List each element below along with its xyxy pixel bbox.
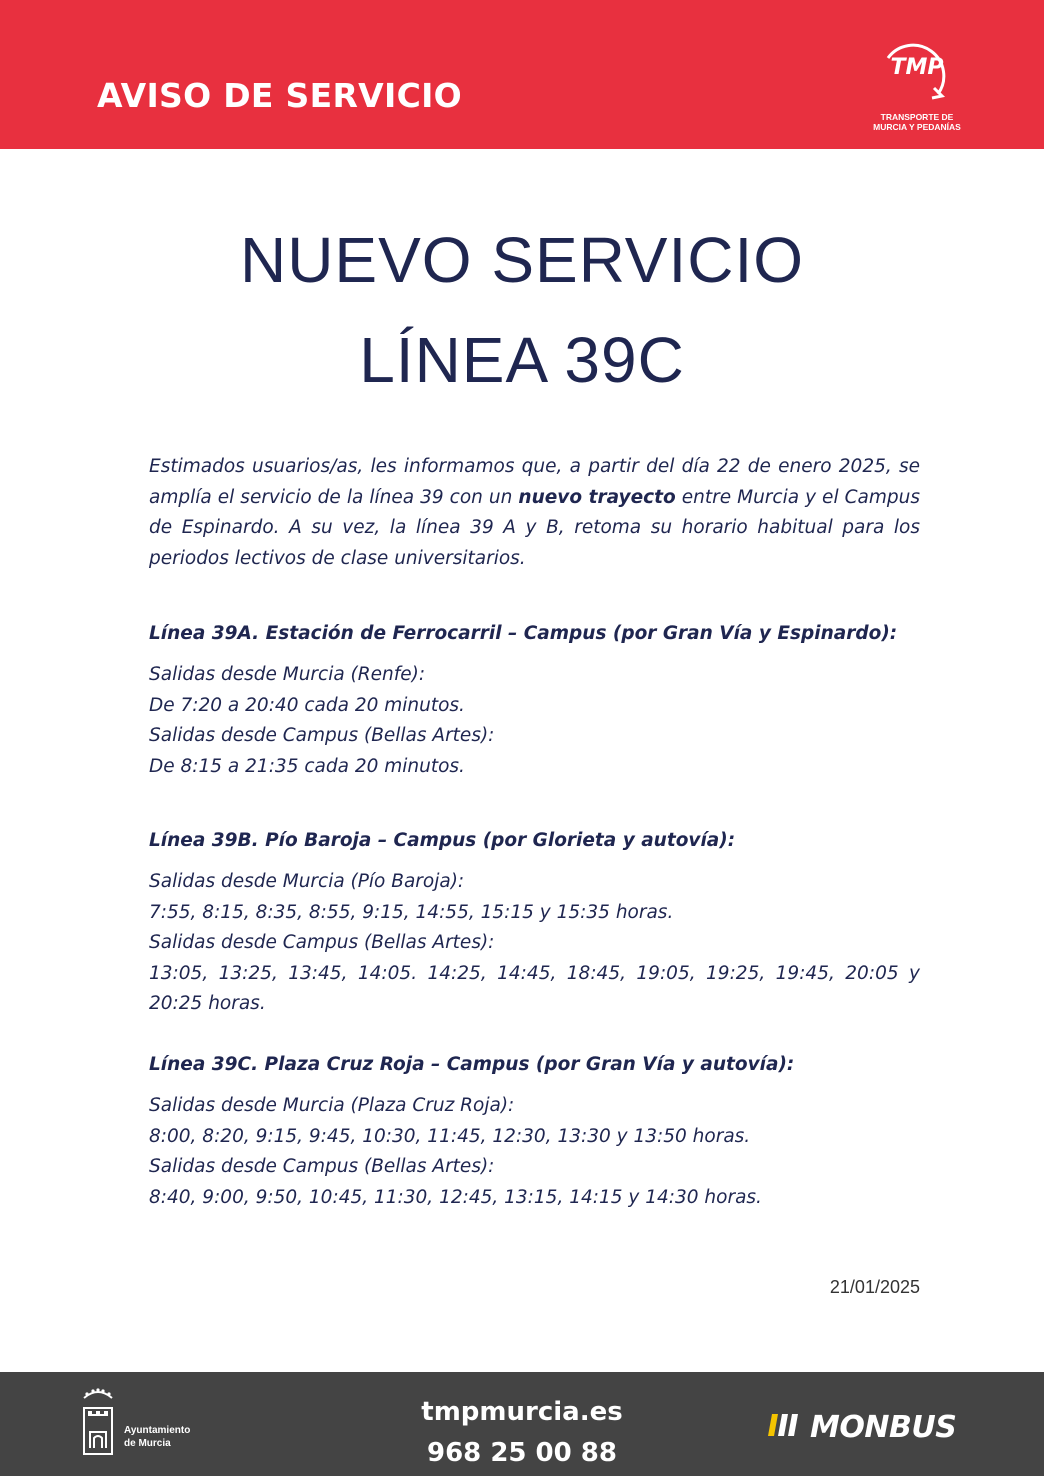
title-line-1: NUEVO SERVICIO — [239, 224, 805, 296]
section-39a-back-label: Salidas desde Campus (Bellas Artes): — [149, 725, 495, 746]
header-banner — [0, 0, 1044, 149]
publication-date: 21/01/2025 — [829, 1277, 920, 1297]
monbus-stripes-icon — [766, 1412, 806, 1438]
section-39a-out-times: De 7:20 a 20:40 cada 20 minutos. — [149, 694, 465, 716]
intro-bold: nuevo trayecto — [518, 486, 676, 508]
ayto-line-2: de Murcia — [124, 1438, 171, 1449]
website-link[interactable]: tmpmurcia.es — [421, 1397, 623, 1427]
tmp-logo-subtitle — [862, 112, 972, 132]
title-line-2: LÍNEA 39C — [359, 324, 685, 396]
intro-text-2: entre Murcia y el Campus de Espinardo. A su vez, la línea 39 A y B, retoma su horario habitual para los periodos lectivos de clase universitarios. — [149, 486, 920, 569]
section-39a-title: Línea 39A. Estación de Ferrocarril – Campus (por Gran Vía y Espinardo): — [149, 623, 898, 644]
section-39b-out-times: 7:55, 8:15, 8:35, 8:55, 9:15, 14:55, 15:15 y 15:35 horas. — [149, 901, 674, 923]
logo-sub-line-1: TRANSPORTE DE — [880, 112, 954, 122]
ayuntamiento-logo — [78, 1384, 218, 1464]
section-39b-back-label: Salidas desde Campus (Bellas Artes): — [149, 932, 495, 953]
notice-heading: AVISO DE SERVICIO — [97, 76, 463, 115]
footer-bar — [0, 1372, 1044, 1476]
phone-number: 968 25 00 88 — [427, 1438, 617, 1468]
section-39a-back-times: De 8:15 a 21:35 cada 20 minutos. — [149, 755, 465, 777]
section-39c-title: Línea 39C. Plaza Cruz Roja – Campus (por Gran Vía y autovía): — [149, 1054, 795, 1075]
section-39c-out-label: Salidas desde Murcia (Plaza Cruz Roja): — [149, 1095, 515, 1116]
castle-crest-icon — [78, 1384, 118, 1460]
section-39b-back-times: 13:05, 13:25, 13:45, 14:05. 14:25, 14:45, 18:45, 19:05, 19:25, 19:45, 20:05 y 20:25 horas. — [149, 962, 920, 1014]
intro-text-1: Estimados usuarios/as, les informamos que, a partir del día 22 de enero 2025, se amplía el servicio de la línea 39 con un — [149, 456, 920, 508]
section-39a-schedule — [149, 660, 920, 782]
intro-paragraph — [149, 452, 920, 574]
section-39c-back-times: 8:40, 9:00, 9:50, 10:45, 11:30, 12:45, 13:15, 14:15 y 14:30 horas. — [149, 1186, 762, 1208]
section-39b-schedule — [149, 867, 920, 1020]
section-39b-out-label: Salidas desde Murcia (Pío Baroja): — [149, 871, 465, 892]
logo-sub-line-2: MURCIA Y PEDANÍAS — [873, 122, 961, 132]
section-39c-back-label: Salidas desde Campus (Bellas Artes): — [149, 1156, 495, 1177]
section-39b-title: Línea 39B. Pío Baroja – Campus (por Glorieta y autovía): — [149, 830, 736, 851]
tmp-circle-arrow-icon — [876, 36, 958, 106]
contact-info — [372, 1392, 672, 1474]
ayto-line-1: Ayuntamiento — [124, 1425, 191, 1436]
tmp-logo-text: TMP — [890, 55, 944, 80]
monbus-wordmark: MONBUS — [810, 1410, 957, 1445]
ayuntamiento-text — [124, 1424, 190, 1450]
section-39a-out-label: Salidas desde Murcia (Renfe): — [149, 664, 426, 685]
page-title — [0, 210, 1044, 410]
monbus-logo — [766, 1412, 966, 1452]
section-39c-schedule — [149, 1091, 920, 1213]
section-39c-out-times: 8:00, 8:20, 9:15, 9:45, 10:30, 11:45, 12:30, 13:30 y 13:50 horas. — [149, 1125, 751, 1147]
tmp-logo — [862, 36, 972, 136]
